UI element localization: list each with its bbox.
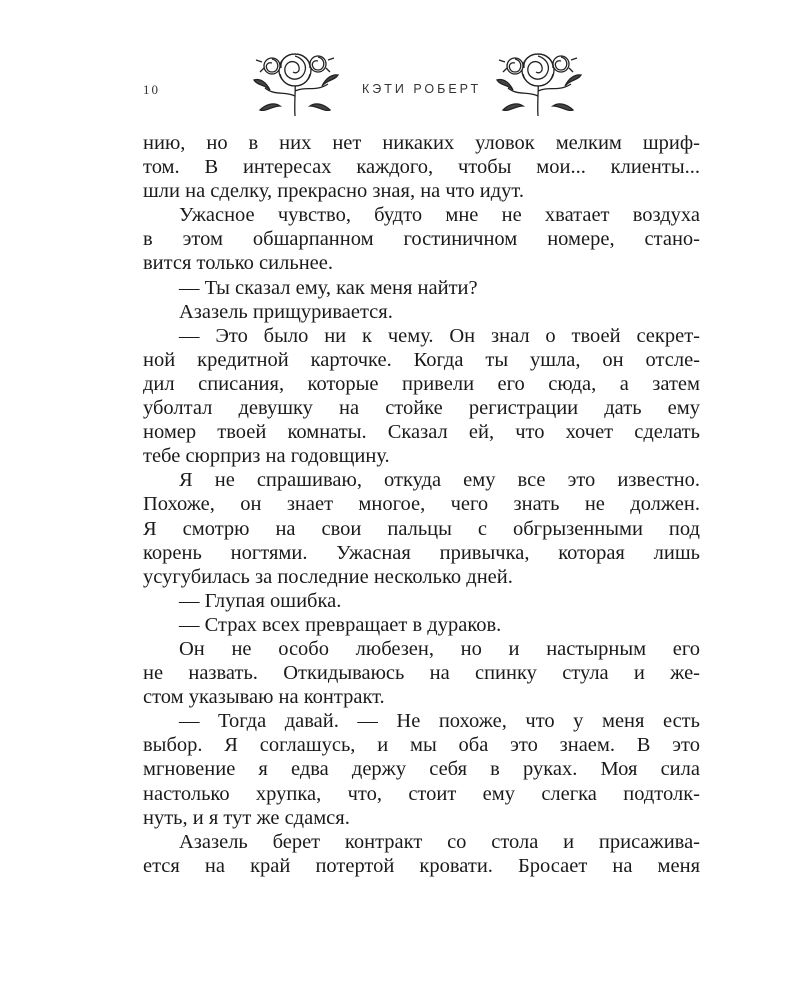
text-line: — Это было ни к чему. Он знал о твоей секрет- <box>179 324 700 347</box>
text-line: тебе сюрприз на годовщину. <box>143 445 390 468</box>
text-line: ной кредитной карточке. Когда ты ушла, он отсле- <box>143 348 700 371</box>
text-line: нию, но в них нет никаких уловок мелким шриф- <box>143 132 700 154</box>
text-line: вится только сильнее. <box>143 252 333 275</box>
text-line: не назвать. Откидываюсь на спинку стула и же- <box>143 662 700 685</box>
text-line: нуть, и я тут же сдамся. <box>143 806 350 829</box>
text-line: Азазель прищуривается. <box>179 300 393 323</box>
text-line: выбор. Я соглашусь, и мы оба это знаем. В это <box>143 734 700 757</box>
text-line: шли на сделку, прекрасно зная, на что идут. <box>143 180 524 203</box>
body-text <box>143 131 700 878</box>
text-line: ется на край потертой кровати. Бросает на меня <box>143 854 700 877</box>
text-line: — Тогда давай. — Не похоже, что у меня есть <box>179 710 700 733</box>
text-line: Я не спрашиваю, откуда ему все это известно. <box>179 469 700 492</box>
text-line: корень ногтями. Ужасная привычка, которая лишь <box>143 541 700 564</box>
rose-ornament-icon <box>250 46 340 116</box>
running-head <box>0 46 800 126</box>
text-line: усугубилась за последние несколько дней. <box>143 565 513 588</box>
text-line: Ужасное чувство, будто мне не хватает воздуха <box>179 204 700 227</box>
text-line: Он не особо любезен, но и настырным его <box>179 637 700 660</box>
text-line: дил списания, которые привели его сюда, а затем <box>143 372 700 395</box>
text-line: — Страх всех превращает в дураков. <box>179 613 502 636</box>
text-line: — Ты сказал ему, как меня найти? <box>179 276 478 299</box>
rose-ornament-icon <box>493 46 583 116</box>
book-author: КЭТИ РОБЕРТ <box>362 82 482 96</box>
text-line: Похоже, он знает многое, чего знать не должен. <box>143 493 700 516</box>
text-line: — Глупая ошибка. <box>179 589 342 612</box>
text-line: Я смотрю на свои пальцы с обгрызенными под <box>143 517 700 540</box>
text-line: в этом обшарпанном гостиничном номере, стано- <box>143 228 700 251</box>
text-line: том. В интересах каждого, чтобы мои... клиенты... <box>143 156 700 179</box>
text-line: уболтал девушку на стойке регистрации дать ему <box>143 397 700 420</box>
page-number: 10 <box>143 82 160 97</box>
text-line: настолько хрупка, что, стоит ему слегка подтолк- <box>143 782 700 805</box>
text-line: номер твоей комнаты. Сказал ей, что хочет сделать <box>143 421 700 444</box>
text-line: Азазель берет контракт со стола и присажива- <box>179 830 700 853</box>
text-line: стом указываю на контракт. <box>143 686 385 709</box>
text-line: мгновение я едва держу себя в руках. Моя сила <box>143 758 700 781</box>
